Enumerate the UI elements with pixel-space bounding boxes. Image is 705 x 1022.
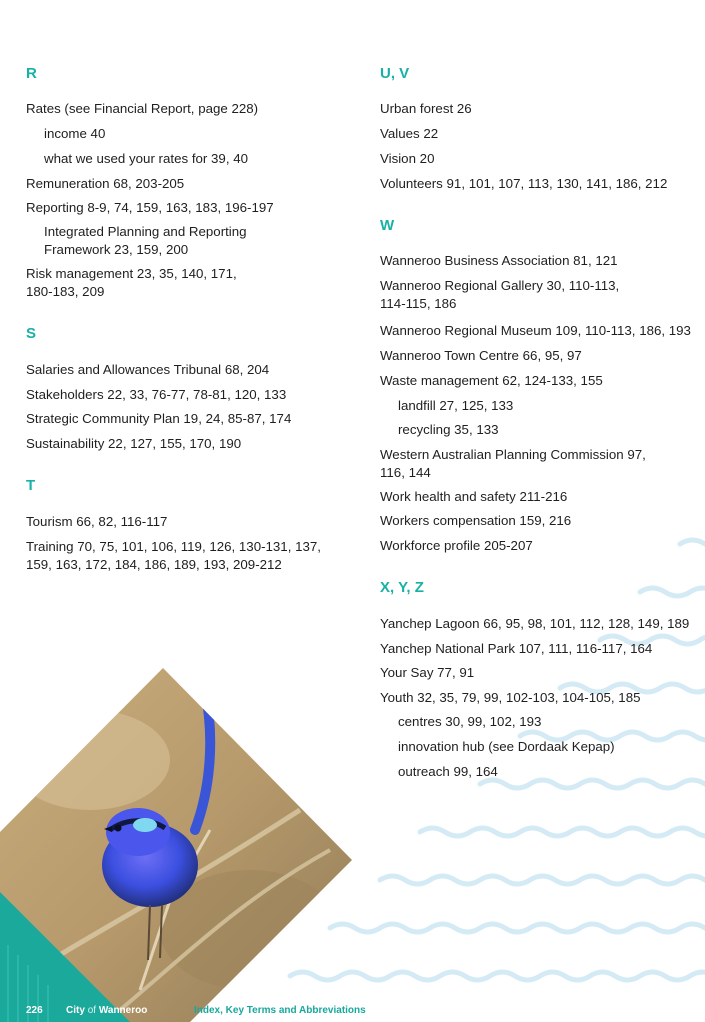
footer-city-name [66,1005,147,1016]
footer-city-prefix: City [66,1005,85,1016]
section-heading: S [26,325,37,342]
index-subentry: landfill 27, 125, 133 [398,398,514,413]
index-entry: Wanneroo Regional Museum 109, 110-113, 186, 193 [380,323,691,338]
footer-city-wanneroo: Wanneroo [98,1005,148,1016]
index-entry: Stakeholders 22, 33, 76-77, 78-81, 120, 133 [26,387,287,402]
index-entry: Values 22 [380,126,439,141]
footer-section-title: Index, Key Terms and Abbreviations [194,1005,366,1016]
index-entry: Yanchep Lagoon 66, 95, 98, 101, 112, 128, 149, 189 [380,616,690,631]
index-subentry: centres 30, 99, 102, 193 [398,714,542,729]
index-entry: Wanneroo Regional Gallery 30, 110-113, 114-115, 186 [380,278,620,311]
index-entry: Training 70, 75, 101, 106, 119, 126, 130-131, 137, 159, 163, 172, 184, 186, 189, 193, 209-212 [26,539,321,572]
index-entry: Youth 32, 35, 79, 99, 102-103, 104-105, 185 [380,690,641,705]
page-number: 226 [26,1005,43,1016]
index-entry: Workers compensation 159, 216 [380,513,572,528]
index-entry: Volunteers 91, 101, 107, 113, 130, 141, 186, 212 [380,176,668,191]
index-entry: Wanneroo Business Association 81, 121 [380,253,618,268]
index-entry: Rates (see Financial Report, page 228) [26,101,259,116]
index-entry: Sustainability 22, 127, 155, 170, 190 [26,436,242,451]
index-entry: Salaries and Allowances Tribunal 68, 204 [26,362,270,377]
section-heading: U, V [380,65,410,82]
index-entry: Waste management 62, 124-133, 155 [380,373,603,388]
index-entry: Remuneration 68, 203-205 [26,176,185,191]
index-subentry: Integrated Planning and Reporting Framework 23, 159, 200 [44,224,247,257]
index-entry: Reporting 8-9, 74, 159, 163, 183, 196-197 [26,200,274,215]
index-subentry: what we used your rates for 39, 40 [44,151,248,166]
index-subentry: outreach 99, 164 [398,764,498,779]
index-entry: Wanneroo Town Centre 66, 95, 97 [380,348,582,363]
index-entry: Strategic Community Plan 19, 24, 85-87, 174 [26,411,292,426]
index-entry: Work health and safety 211-216 [380,489,568,504]
index-subentry: recycling 35, 133 [398,422,499,437]
index-entry: Tourism 66, 82, 116-117 [26,514,168,529]
index-entry: Yanchep National Park 107, 111, 116-117, 164 [380,641,653,656]
index-subentry: income 40 [44,126,106,141]
index-entry: Workforce profile 205-207 [380,538,533,553]
index-entry: Risk management 23, 35, 140, 171, 180-183, 209 [26,266,237,299]
section-heading: W [380,217,395,234]
section-heading: R [26,65,37,82]
index-subentry: innovation hub (see Dordaak Kepap) [398,739,615,754]
index-entry: Urban forest 26 [380,101,472,116]
footer-city-of: of [87,1005,97,1016]
section-heading: T [26,477,36,494]
index-entry: Western Australian Planning Commission 97, 116, 144 [380,447,646,480]
index-entry: Your Say 77, 91 [380,665,475,680]
section-heading: X, Y, Z [380,579,424,596]
index-entry: Vision 20 [380,151,435,166]
